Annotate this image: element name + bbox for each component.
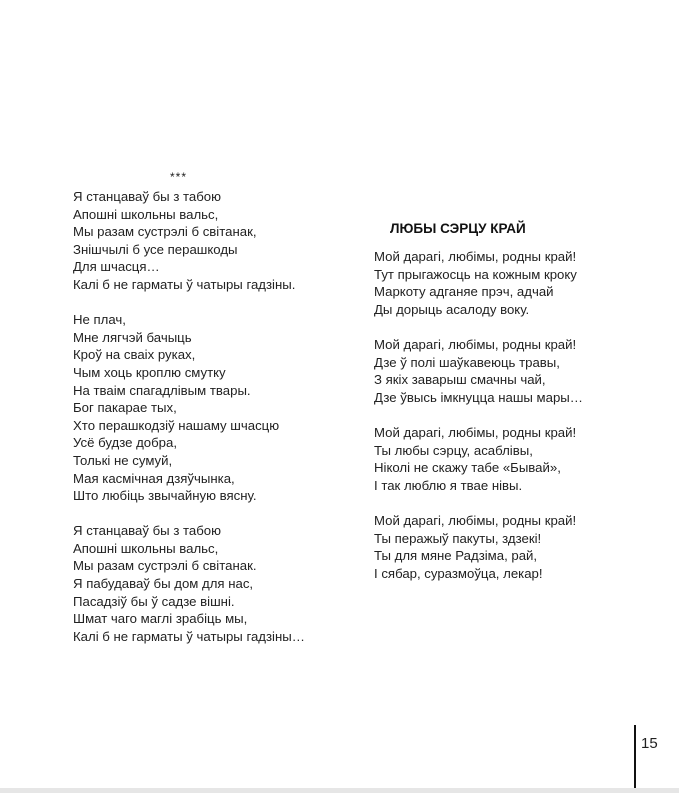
poem-line: Мне лягчэй бачыць [73,329,192,345]
poem-line: Бог пакарае тых, [73,400,177,416]
poem-line: Пасадзіў бы ў садзе вішні. [73,593,235,609]
poem-line: Апошні школьны вальс, [73,540,219,556]
stanza [374,248,583,318]
poem-line: Апошні школьны вальс, [73,206,219,222]
poem-line: Мы разам сустрэлі б світанак, [73,224,257,240]
poem-line: Я станцаваў бы з табою [73,523,222,539]
poem-line: І сябар, суразмоўца, лекар! [374,565,543,581]
poem-line: Чым хоць кроплю смутку [73,364,226,380]
stanza [73,311,305,505]
stanza [374,512,583,582]
poem-line: Ды дорыць асалоду воку. [374,301,530,317]
poem-line: Ніколі не скажу табе «Бывай», [374,460,561,476]
poem-line: Ты любы сэрцу, асаблівы, [374,442,533,458]
poem-title: ЛЮБЫ СЭРЦУ КРАЙ [390,221,526,236]
poem-line: Ты для мяне Радзіма, рай, [374,548,538,564]
poem-line: Толькі не сумуй, [73,452,173,468]
page-number: 15 [641,735,658,752]
poem-line: Мы разам сустрэлі б світанак. [73,558,257,574]
poem-line: Не плач, [73,312,126,328]
poem-line: Мой дарагі, любімы, родны край! [374,424,577,440]
poem-line: Знішчылі б усе перашкоды [73,241,238,257]
poem-line: Усё будзе добра, [73,435,178,451]
section-separator: *** [170,170,188,184]
poem-line: Дзе ўвысь імкнуцца нашы мары… [374,389,583,405]
poem-line: Ты перажыў пакуты, здзекі! [374,530,542,546]
poem-line: Я пабудаваў бы дом для нас, [73,576,254,592]
poem-line: Дзе ў полі шаўкавеюць травы, [374,354,560,370]
poem-line: Для шчасця… [73,259,160,275]
poem-line: Шмат чаго маглі зрабіць мы, [73,611,248,627]
poem-line: Мой дарагі, любімы, родны край! [374,249,577,264]
poem-line: Маркоту адганяе прэч, адчай [374,284,554,300]
poem-line: Я станцаваў бы з табою [73,189,222,204]
page-number-rule [634,725,636,791]
poem-line: На тваім спагадлівым твары. [73,382,251,398]
left-poem-stanzas [73,188,305,645]
stanza [73,188,305,294]
poem-line: Калі б не гарматы ў чатыры гадзіны. [73,276,296,292]
poem-line: Мой дарагі, любімы, родны край! [374,512,577,528]
poem-line: Мой дарагі, любімы, родны край! [374,336,577,352]
poem-line: Калі б не гарматы ў чатыры гадзіны… [73,628,305,644]
poem-line: Хто перашкодзіў нашаму шчасцю [73,417,280,433]
poem-line: Кроў на сваіх руках, [73,347,196,363]
stanza [374,424,583,494]
stanza [374,336,583,406]
poem-line: І так люблю я твае нівы. [374,477,523,493]
stanza [73,522,305,645]
poem-line: Мая касмічная дзяўчынка, [73,470,235,486]
poem-line: З якіх заварыш смачны чай, [374,372,546,388]
poem-line: Што любіць звычайную вясну. [73,488,257,504]
page-edge [0,788,679,793]
right-poem-stanzas [374,248,583,582]
poem-line: Тут прыгажосць на кожным кроку [374,266,577,282]
